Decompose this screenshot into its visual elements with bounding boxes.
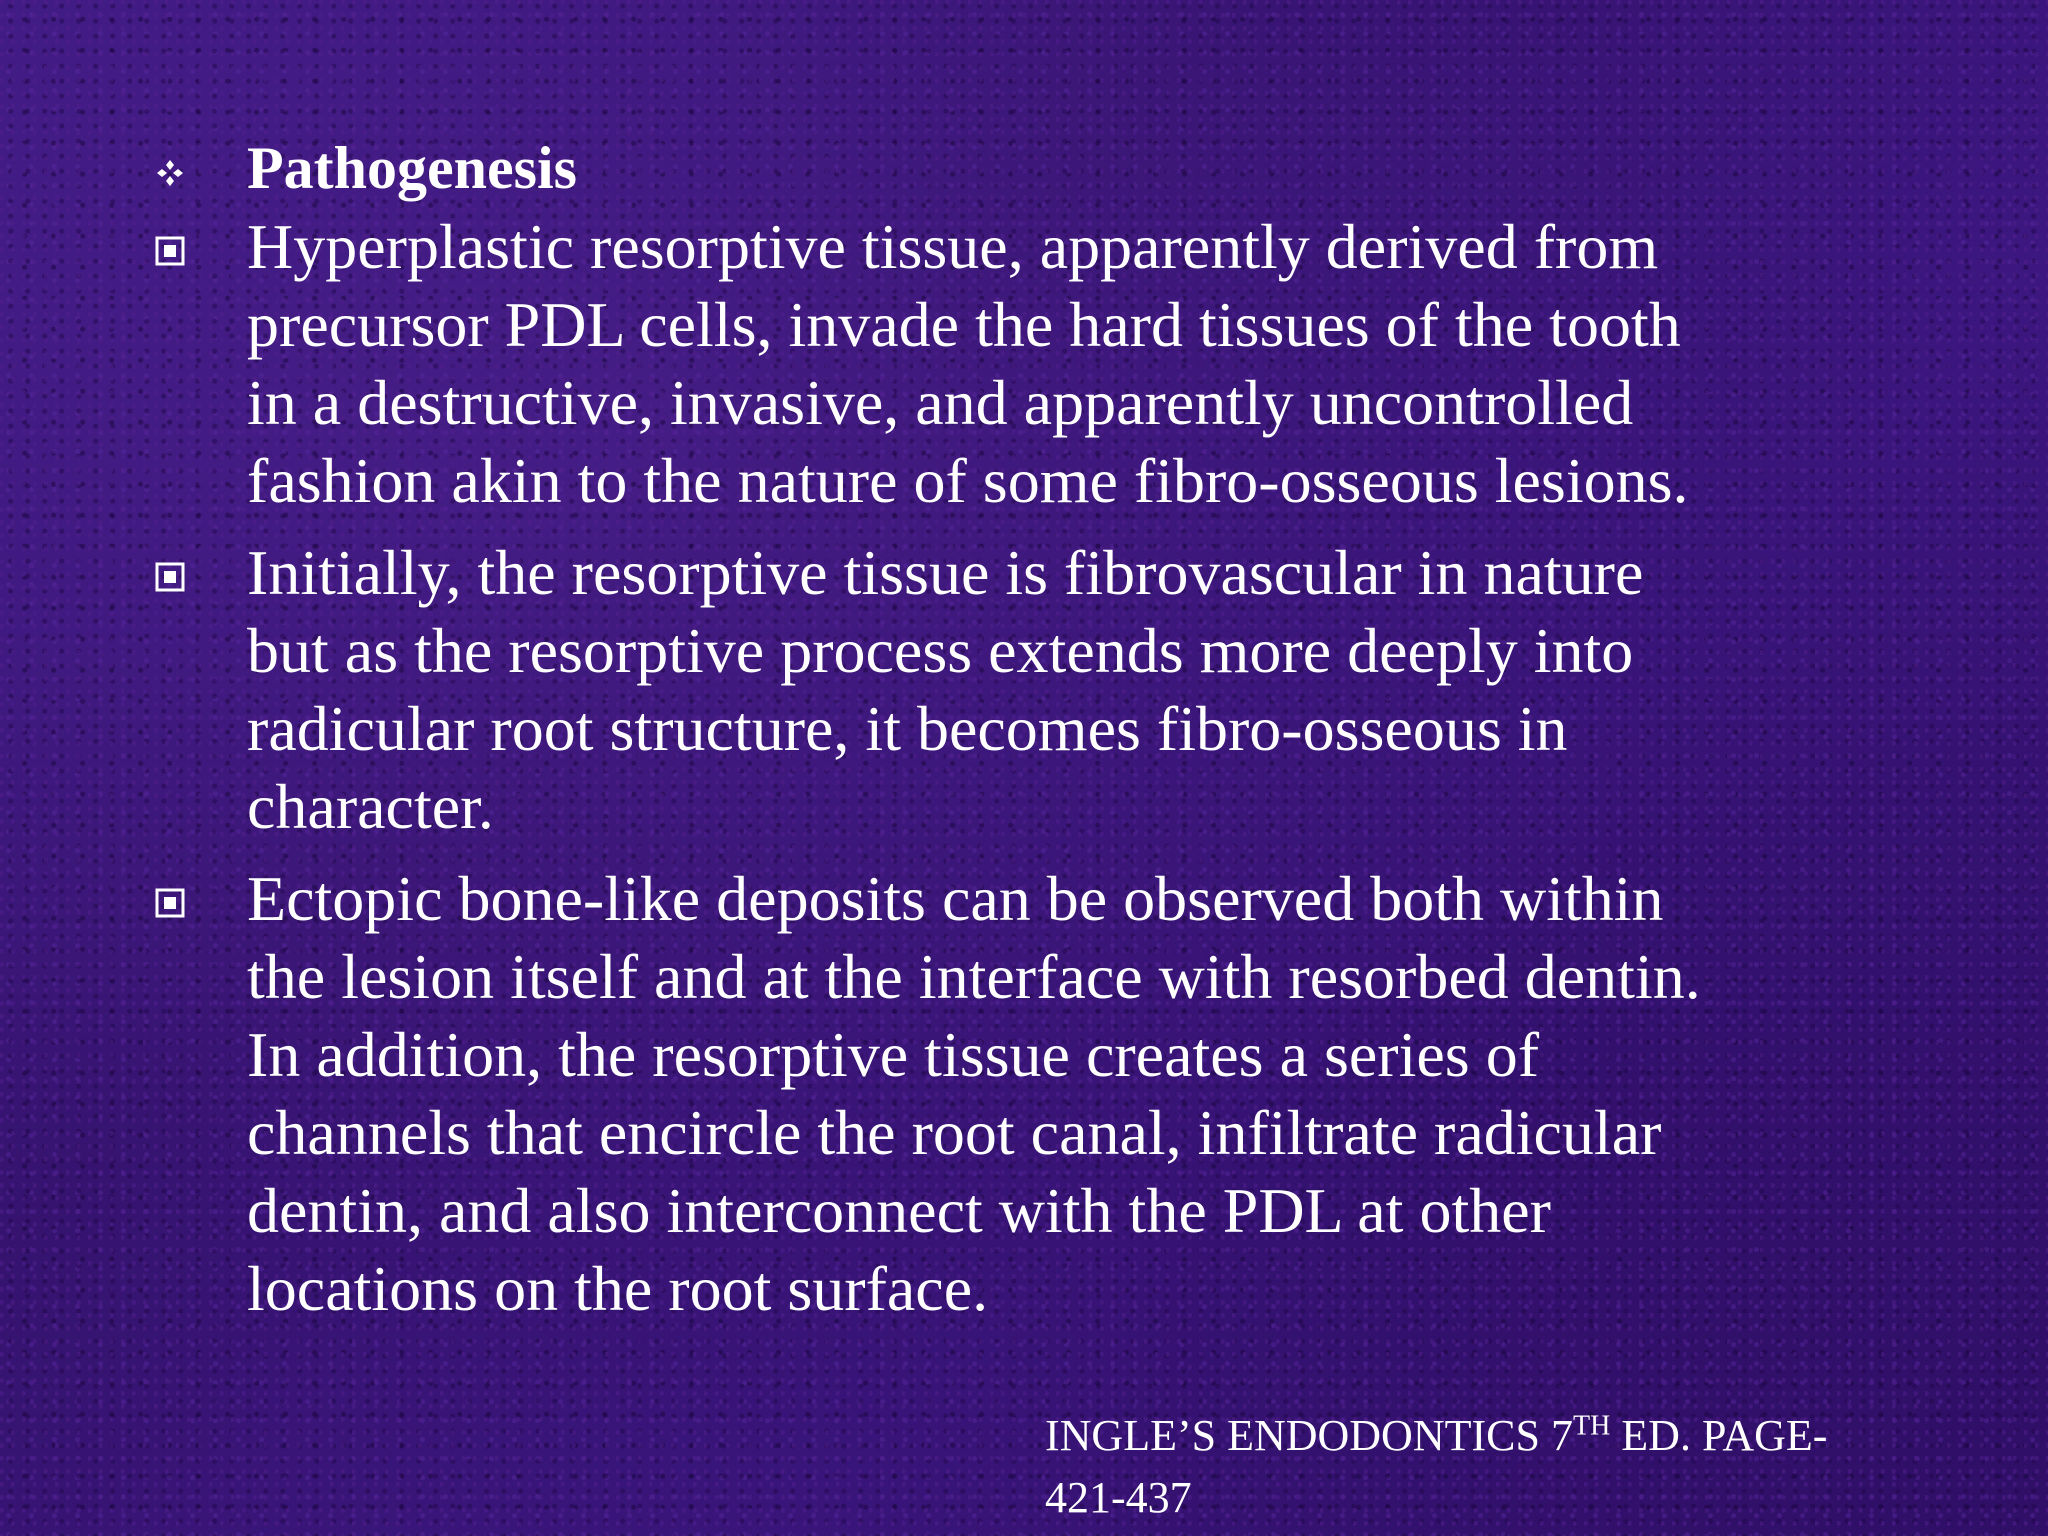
heading-bullet — [155, 128, 247, 188]
slide-content — [155, 128, 1955, 1328]
bullet-text-2: Initially, the resorptive tissue is fibrovascular in nature but as the resorptive process extends more deeply into radicular root structure, it becomes fibro-osseous in character. — [247, 537, 1644, 842]
citation — [1045, 1405, 1827, 1529]
boxed-square-bullet-icon — [155, 562, 185, 592]
boxed-square-bullet-icon — [155, 236, 185, 266]
citation-line-2: 421-437 — [1045, 1473, 1192, 1522]
bullet-text-1: Hyperplastic resorptive tissue, apparently derived from precursor PDL cells, invade the hard tissues of the tooth in a destructive, invasive, and apparently uncontrolled fashion akin to the nature of some fibro-osseous lesions. — [247, 211, 1689, 516]
bullet-item-2 — [155, 534, 1955, 846]
bullet-marker-3 — [155, 860, 247, 918]
four-diamond-bullet-icon — [155, 158, 185, 188]
slide-heading: Pathogenesis — [247, 135, 577, 201]
bullet-item-3 — [155, 860, 1955, 1328]
bullet-marker-2 — [155, 534, 247, 592]
citation-line-1 — [1045, 1405, 1827, 1467]
bullet-marker-1 — [155, 208, 247, 266]
citation-part-1: INGLE’S ENDODONTICS 7 — [1045, 1411, 1573, 1460]
citation-part-2: ED. PAGE- — [1610, 1411, 1828, 1460]
citation-superscript: TH — [1572, 1410, 1611, 1442]
bullet-text-3: Ectopic bone-like deposits can be observed both within the lesion itself and at the interface with resorbed dentin. In addition, the resorptive tissue creates a series of channels that encircle the root canal, infiltrate radicular dentin, and also interconnect with the PDL at other locations on the root surface. — [247, 863, 1701, 1324]
bullet-item-1 — [155, 208, 1955, 520]
boxed-square-bullet-icon — [155, 888, 185, 918]
heading-row — [155, 128, 1955, 208]
